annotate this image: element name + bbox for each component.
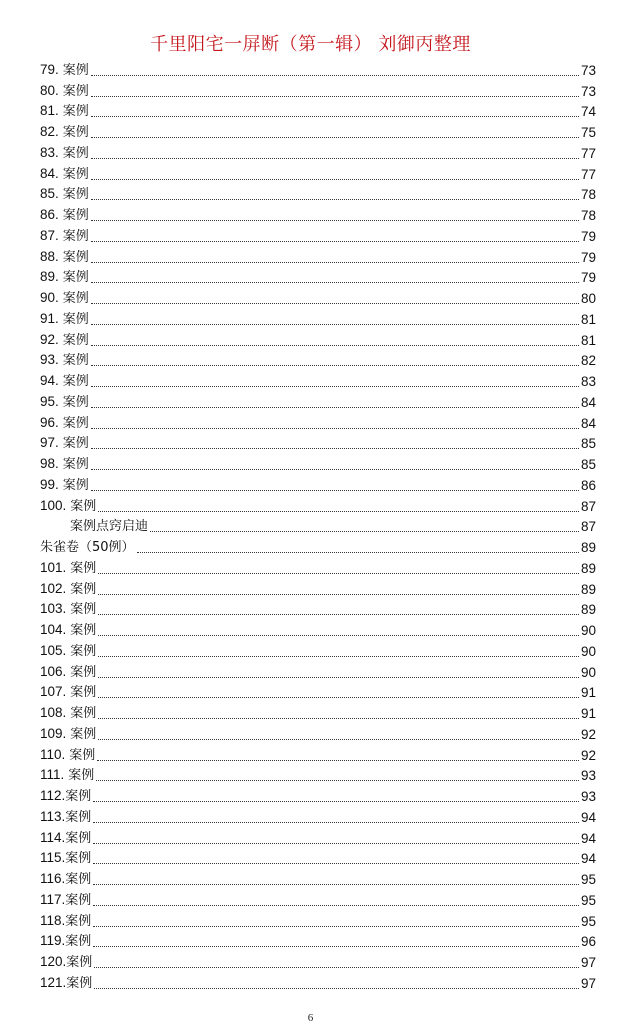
toc-entry-label xyxy=(40,476,89,495)
toc-entry-title: 案例 xyxy=(62,145,89,161)
toc-entry-page: 96 xyxy=(580,934,596,950)
toc-entry[interactable] xyxy=(40,910,596,931)
toc-entry[interactable] xyxy=(40,951,596,972)
toc-entry-title: 案例 xyxy=(70,643,97,659)
toc-entry-label xyxy=(40,310,89,329)
dot-leader xyxy=(91,115,579,117)
toc-entry[interactable] xyxy=(40,163,596,184)
toc-entry-number: 91. xyxy=(40,310,59,326)
toc-entry-label xyxy=(40,600,96,619)
toc-entry-label xyxy=(40,829,91,848)
toc-entry-number: 82. xyxy=(40,124,59,139)
toc-entry-label xyxy=(40,165,89,184)
dot-leader xyxy=(91,157,579,159)
toc-entry-title: 案例 xyxy=(65,913,92,929)
toc-entry-number: 94. xyxy=(40,373,59,388)
toc-entry-label xyxy=(40,102,89,121)
toc-entry-page: 91 xyxy=(580,706,596,721)
toc-entry-label xyxy=(40,621,96,640)
toc-entry-title: 案例 xyxy=(62,436,89,452)
toc-entry-number: 121. xyxy=(40,974,67,990)
toc-entry-label xyxy=(40,642,96,661)
toc-entry-number: 83. xyxy=(40,144,59,160)
toc-entry-page: 94 xyxy=(580,809,596,825)
toc-entry-label xyxy=(40,227,89,246)
toc-entry-title: 案例 xyxy=(62,125,89,140)
dot-leader xyxy=(91,344,579,346)
toc-entry-number: 81. xyxy=(40,103,59,119)
toc-entry-number: 113. xyxy=(40,808,66,824)
dot-leader xyxy=(91,198,579,200)
toc-entry-number: 116. xyxy=(40,871,66,886)
toc-entry-label xyxy=(40,331,89,350)
toc-entry-number: 80. xyxy=(40,82,59,98)
toc-entry-title: 案例 xyxy=(70,560,97,576)
toc-entry[interactable] xyxy=(40,350,596,371)
toc-entry-page: 79 xyxy=(580,249,596,265)
page-number: 6 xyxy=(307,1012,314,1024)
toc-entry[interactable] xyxy=(40,495,596,516)
toc-entry-number: 92. xyxy=(40,331,59,347)
toc-entry-page: 97 xyxy=(580,975,596,991)
toc-entry[interactable] xyxy=(40,59,596,80)
toc-entry-number: 100. xyxy=(40,497,67,513)
toc-entry-title: 案例 xyxy=(62,374,89,389)
toc-entry-page: 82 xyxy=(580,353,596,369)
toc-entry[interactable] xyxy=(40,101,596,122)
toc-entry-label xyxy=(40,393,89,412)
toc-entry-page: 94 xyxy=(580,830,596,846)
dot-leader xyxy=(91,385,579,387)
toc-entry-label xyxy=(40,289,89,308)
toc-entry-title: 案例 xyxy=(70,726,97,742)
toc-entry-number: 109. xyxy=(40,725,67,741)
toc-entry-page: 94 xyxy=(580,851,596,867)
toc-entry[interactable] xyxy=(40,868,596,889)
table-of-contents xyxy=(40,59,596,993)
toc-entry[interactable] xyxy=(40,661,596,682)
toc-entry-number: 105. xyxy=(40,642,67,658)
toc-entry-label xyxy=(40,891,91,910)
dot-leader xyxy=(93,800,579,802)
dot-leader xyxy=(91,364,579,366)
toc-entry[interactable] xyxy=(40,204,596,225)
toc-entry[interactable] xyxy=(40,433,596,454)
toc-entry-label xyxy=(40,559,96,578)
toc-entry-page: 89 xyxy=(580,560,596,576)
toc-entry[interactable] xyxy=(40,121,596,142)
toc-entry-label xyxy=(40,704,96,723)
dot-leader xyxy=(91,261,579,263)
toc-entry[interactable] xyxy=(40,412,596,433)
toc-entry-page: 93 xyxy=(580,789,596,804)
dot-leader xyxy=(98,572,579,574)
toc-entry[interactable] xyxy=(40,723,596,744)
toc-entry[interactable] xyxy=(40,640,596,661)
toc-entry-number: 98. xyxy=(40,456,59,471)
toc-entry-label xyxy=(40,808,91,827)
toc-entry[interactable] xyxy=(40,267,596,288)
toc-entry-page: 87 xyxy=(580,519,596,535)
dot-leader xyxy=(150,530,579,532)
dot-leader xyxy=(91,178,579,180)
toc-entry[interactable] xyxy=(40,391,596,412)
toc-entry-page: 87 xyxy=(580,498,596,514)
toc-entry[interactable] xyxy=(40,142,596,163)
toc-entry-page: 79 xyxy=(580,270,596,286)
toc-entry-label xyxy=(40,82,89,101)
dot-leader xyxy=(98,717,579,719)
toc-entry-page: 84 xyxy=(580,415,596,431)
toc-entry[interactable] xyxy=(40,308,596,329)
toc-entry-page: 91 xyxy=(580,685,596,701)
toc-entry-title: 案例 xyxy=(62,415,89,431)
toc-entry-title: 案例 xyxy=(65,892,92,908)
dot-leader xyxy=(91,447,579,449)
dot-leader xyxy=(93,821,579,823)
dot-leader xyxy=(98,738,579,740)
toc-entry[interactable] xyxy=(40,578,596,599)
toc-entry-page: 77 xyxy=(580,145,596,161)
toc-entry-number: 117. xyxy=(40,891,66,907)
toc-entry-number: 89. xyxy=(40,269,59,285)
toc-entry-label xyxy=(40,746,95,765)
toc-entry-page: 75 xyxy=(580,125,596,140)
toc-entry-title: 案例 xyxy=(62,208,89,223)
toc-entry-number: 93. xyxy=(40,352,59,368)
toc-entry-label xyxy=(40,123,89,142)
toc-entry-number: 112. xyxy=(40,788,66,803)
dot-leader xyxy=(93,904,579,906)
toc-entry-title: 案例 xyxy=(70,623,97,638)
toc-entry-title: 案例 xyxy=(62,477,89,493)
toc-entry-number: 88. xyxy=(40,248,59,264)
toc-entry[interactable] xyxy=(40,682,596,703)
toc-entry[interactable] xyxy=(40,599,596,620)
toc-entry-number: 90. xyxy=(40,290,59,305)
toc-entry[interactable] xyxy=(40,848,596,869)
toc-entry[interactable] xyxy=(40,931,596,952)
toc-entry-label xyxy=(40,144,89,163)
toc-entry-page: 74 xyxy=(580,104,596,120)
toc-entry-label xyxy=(40,185,89,204)
dot-leader xyxy=(91,427,579,429)
toc-entry-page: 86 xyxy=(580,477,596,493)
toc-entry-label xyxy=(40,351,89,370)
toc-entry-page: 89 xyxy=(580,602,596,618)
toc-entry-label xyxy=(40,497,96,516)
toc-entry-title: 朱雀卷（50例） xyxy=(40,540,135,555)
toc-entry-title: 案例 xyxy=(68,768,95,784)
toc-entry-number: 95. xyxy=(40,393,59,409)
toc-entry-title: 案例 xyxy=(69,747,96,763)
toc-entry-number: 110. xyxy=(40,746,66,762)
toc-entry-title: 案例 xyxy=(65,830,92,846)
toc-entry-title: 案例 xyxy=(62,353,89,369)
toc-entry-label xyxy=(40,434,89,453)
toc-entry-number: 102. xyxy=(40,580,67,596)
toc-entry-title: 案例 xyxy=(62,62,89,78)
toc-entry[interactable] xyxy=(40,184,596,205)
toc-entry-page: 73 xyxy=(580,83,596,99)
toc-entry[interactable] xyxy=(40,702,596,723)
toc-entry-page: 78 xyxy=(580,208,596,223)
dot-leader xyxy=(91,323,579,325)
toc-entry-title: 案例 xyxy=(65,809,92,825)
toc-entry-label xyxy=(40,725,96,744)
toc-entry-label xyxy=(40,538,135,557)
toc-entry-title: 案例 xyxy=(66,975,93,991)
toc-entry-page: 73 xyxy=(580,62,596,78)
toc-entry-title: 案例 xyxy=(62,394,89,410)
toc-entry-label xyxy=(40,766,94,785)
toc-entry-page: 85 xyxy=(580,436,596,452)
toc-entry-label xyxy=(40,870,91,889)
dot-leader xyxy=(137,551,579,553)
toc-entry-label xyxy=(40,974,92,993)
toc-entry-page: 90 xyxy=(580,643,596,659)
toc-entry-page: 89 xyxy=(580,540,596,555)
toc-entry-title: 案例 xyxy=(62,166,89,182)
toc-entry-number: 84. xyxy=(40,165,59,181)
toc-entry-number: 104. xyxy=(40,622,67,637)
toc-entry[interactable] xyxy=(40,474,596,495)
toc-entry[interactable] xyxy=(40,329,596,350)
dot-leader xyxy=(93,842,579,844)
toc-entry[interactable] xyxy=(40,785,596,806)
dot-leader xyxy=(91,406,579,408)
toc-entry-page: 81 xyxy=(580,332,596,348)
toc-entry[interactable] xyxy=(40,516,596,537)
dot-leader xyxy=(98,655,579,657)
toc-entry-label xyxy=(40,663,96,682)
dot-leader xyxy=(97,759,579,761)
toc-entry-page: 95 xyxy=(580,892,596,908)
toc-entry-number: 107. xyxy=(40,684,67,700)
dot-leader xyxy=(96,779,579,781)
toc-entry-page: 85 xyxy=(580,457,596,472)
dot-leader xyxy=(94,987,579,989)
dot-leader xyxy=(94,966,579,968)
dot-leader xyxy=(98,696,579,698)
toc-entry-number: 108. xyxy=(40,705,67,720)
toc-entry-title: 案例 xyxy=(62,270,89,286)
toc-entry-label xyxy=(40,683,96,702)
toc-entry[interactable] xyxy=(40,744,596,765)
toc-entry-number: 103. xyxy=(40,601,67,617)
toc-entry[interactable] xyxy=(40,225,596,246)
toc-entry-page: 79 xyxy=(580,228,596,244)
toc-entry-title: 案例 xyxy=(70,664,97,680)
dot-leader xyxy=(91,95,579,97)
dot-leader xyxy=(98,613,579,615)
dot-leader xyxy=(98,510,579,512)
toc-entry-title: 案例点窍启迪 xyxy=(70,519,149,535)
toc-entry-number: 87. xyxy=(40,227,59,243)
dot-leader xyxy=(93,862,579,864)
dot-leader xyxy=(91,219,579,221)
toc-entry[interactable] xyxy=(40,619,596,640)
toc-entry-page: 95 xyxy=(580,913,596,929)
toc-entry-label xyxy=(40,932,91,951)
toc-entry-title: 案例 xyxy=(70,581,97,597)
toc-entry-label xyxy=(40,787,91,806)
toc-entry-page: 81 xyxy=(580,311,596,327)
toc-entry[interactable] xyxy=(40,765,596,786)
toc-entry[interactable] xyxy=(40,827,596,848)
dot-leader xyxy=(91,136,579,138)
toc-entry-number: 120. xyxy=(40,954,67,969)
toc-entry[interactable] xyxy=(40,972,596,993)
toc-entry-number: 101. xyxy=(40,559,67,575)
toc-entry-number: 114. xyxy=(40,829,66,845)
toc-entry-title: 案例 xyxy=(70,498,97,514)
toc-entry-title: 案例 xyxy=(62,104,89,120)
toc-entry[interactable] xyxy=(40,453,596,474)
toc-entry-label xyxy=(40,849,91,868)
toc-entry-page: 95 xyxy=(580,872,596,887)
dot-leader xyxy=(91,302,579,304)
dot-leader xyxy=(93,883,579,885)
toc-entry-number: 79. xyxy=(40,61,59,77)
toc-entry-title: 案例 xyxy=(62,83,89,99)
toc-entry-number: 97. xyxy=(40,435,59,451)
toc-entry-page: 78 xyxy=(580,187,596,203)
toc-entry-label xyxy=(40,912,91,931)
toc-entry-label xyxy=(40,517,148,536)
dot-leader xyxy=(91,468,579,470)
toc-entry-page: 92 xyxy=(580,726,596,742)
toc-entry-title: 案例 xyxy=(65,872,92,887)
dot-leader xyxy=(98,634,579,636)
toc-entry-title: 案例 xyxy=(62,249,89,265)
toc-entry-title: 案例 xyxy=(65,934,92,950)
dot-leader xyxy=(91,489,579,491)
toc-entry-title: 案例 xyxy=(62,187,89,203)
toc-entry-page: 92 xyxy=(580,747,596,763)
toc-entry-page: 83 xyxy=(580,374,596,389)
toc-entry-page: 84 xyxy=(580,394,596,410)
toc-entry-number: 111. xyxy=(40,767,65,783)
toc-entry[interactable] xyxy=(40,889,596,910)
toc-entry-title: 案例 xyxy=(65,789,92,804)
toc-entry-label xyxy=(40,580,96,599)
toc-entry-label xyxy=(40,61,89,80)
page-header-title: 千里阳宅一屏断（第一辑） 刘御丙整理 xyxy=(150,34,471,55)
dot-leader xyxy=(93,925,579,927)
toc-entry-title: 案例 xyxy=(62,228,89,244)
toc-entry-title: 案例 xyxy=(65,851,92,867)
toc-entry[interactable] xyxy=(40,287,596,308)
toc-entry-title: 案例 xyxy=(66,955,93,970)
toc-entry-number: 96. xyxy=(40,414,59,430)
toc-entry-title: 案例 xyxy=(62,457,89,472)
toc-entry-page: 89 xyxy=(580,581,596,597)
dot-leader xyxy=(98,676,579,678)
toc-entry-page: 90 xyxy=(580,623,596,638)
toc-entry-label xyxy=(40,206,89,225)
toc-entry-page: 90 xyxy=(580,664,596,680)
toc-entry-page: 97 xyxy=(580,955,596,970)
toc-entry[interactable] xyxy=(40,370,596,391)
toc-entry[interactable] xyxy=(40,246,596,267)
dot-leader xyxy=(98,593,579,595)
toc-entry-title: 案例 xyxy=(70,685,97,701)
toc-entry-label xyxy=(40,268,89,287)
toc-entry[interactable] xyxy=(40,806,596,827)
toc-entry-page: 77 xyxy=(580,166,596,182)
toc-entry-title: 案例 xyxy=(62,311,89,327)
toc-entry[interactable] xyxy=(40,536,596,557)
toc-entry-number: 118. xyxy=(40,912,66,928)
toc-entry-number: 106. xyxy=(40,663,67,679)
toc-entry-page: 93 xyxy=(580,768,596,784)
toc-entry-number: 115. xyxy=(40,850,66,866)
toc-entry-number: 119. xyxy=(40,933,66,949)
toc-entry-title: 案例 xyxy=(62,332,89,348)
toc-entry-number: 86. xyxy=(40,207,59,222)
toc-entry-number: 99. xyxy=(40,476,59,492)
dot-leader xyxy=(93,945,579,947)
dot-leader xyxy=(91,240,579,242)
dot-leader xyxy=(91,281,579,283)
dot-leader xyxy=(91,74,579,76)
toc-entry-title: 案例 xyxy=(70,706,97,721)
toc-entry-label xyxy=(40,372,89,391)
toc-entry-label xyxy=(40,455,89,474)
toc-entry-title: 案例 xyxy=(70,602,97,618)
toc-entry[interactable] xyxy=(40,557,596,578)
toc-entry-title: 案例 xyxy=(62,291,89,306)
toc-entry-label xyxy=(40,414,89,433)
toc-entry-number: 85. xyxy=(40,186,59,202)
toc-entry-page: 80 xyxy=(580,291,596,306)
toc-entry-label xyxy=(40,248,89,267)
toc-entry[interactable] xyxy=(40,80,596,101)
toc-entry-label xyxy=(40,953,92,972)
